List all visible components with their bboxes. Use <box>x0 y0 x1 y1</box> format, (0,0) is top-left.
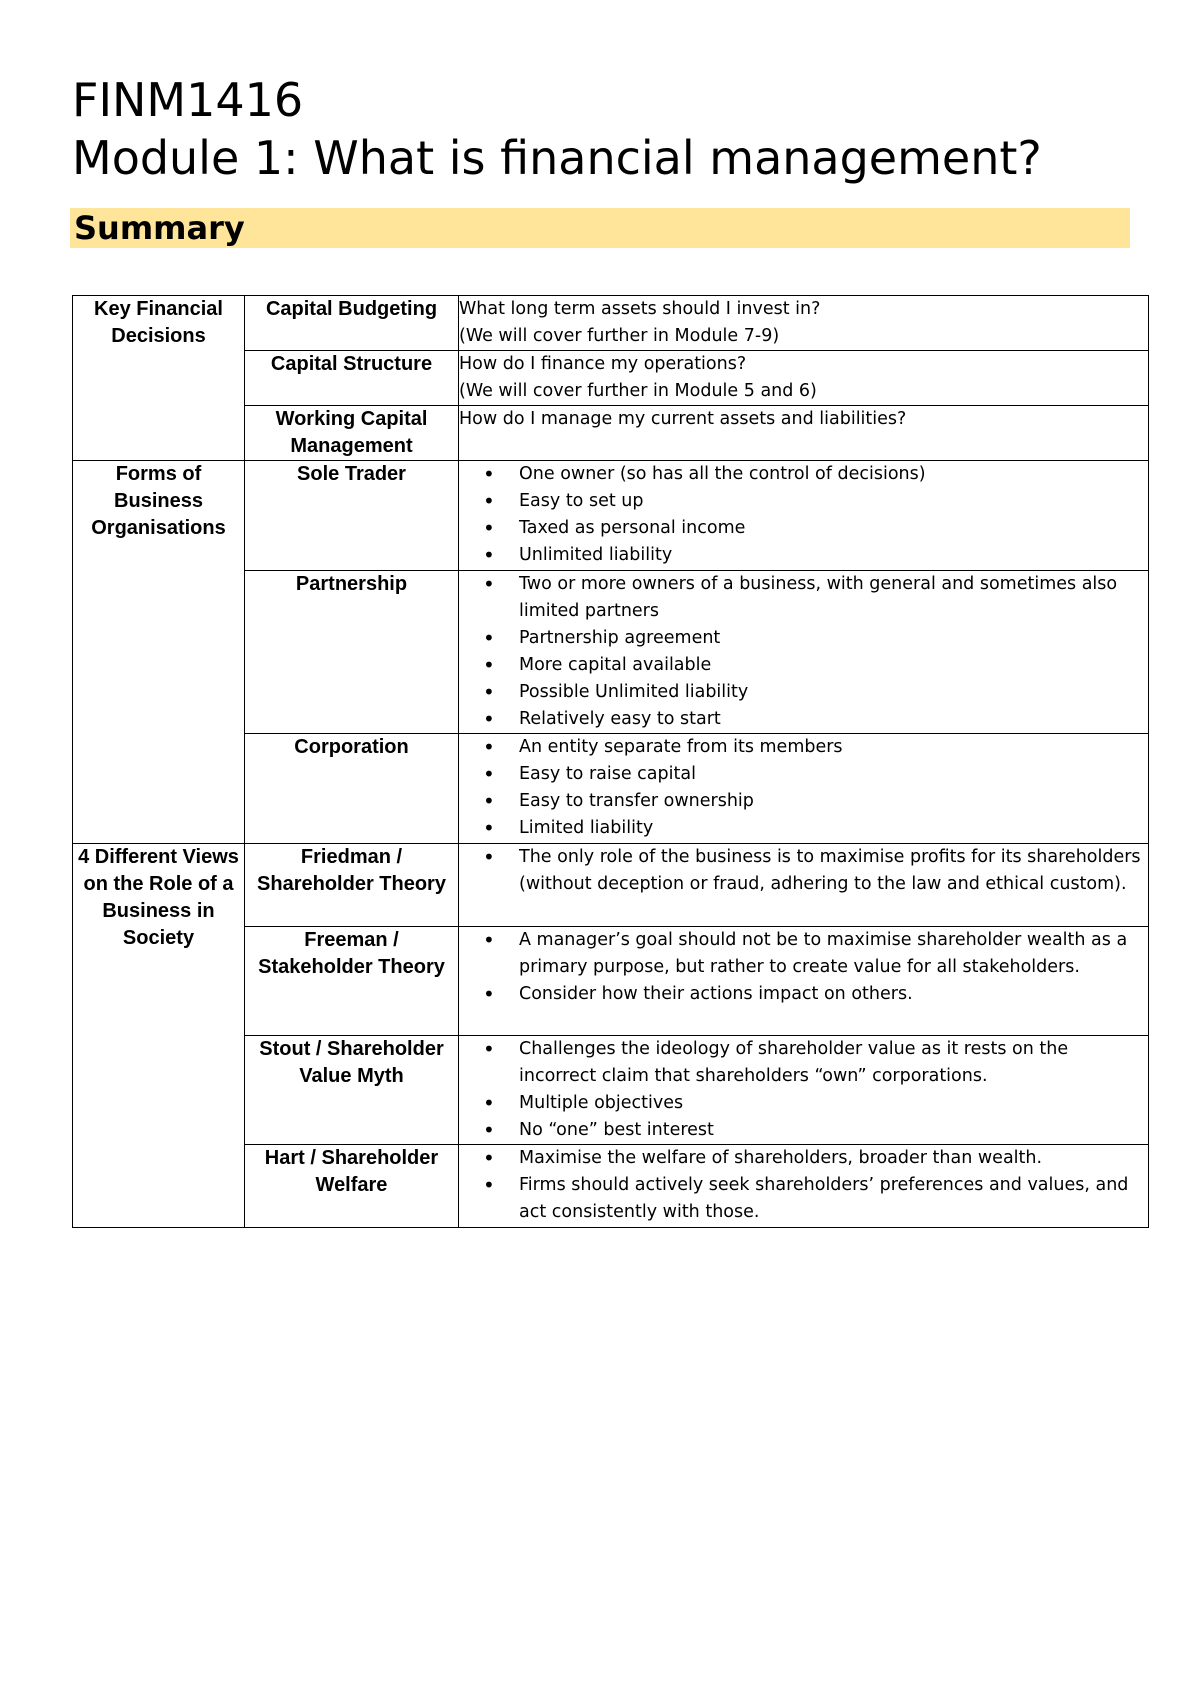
list-item: • Relatively easy to start <box>519 706 1148 733</box>
topic-stout: Stout / Shareholder Value Myth <box>245 1036 459 1145</box>
list-item: • An entity separate from its members <box>519 734 1148 761</box>
bullets-corporation <box>459 734 1149 844</box>
bullets-hart <box>459 1145 1149 1228</box>
list-item: • Firms should actively seek shareholders’ preferences and values, and act consistently with those. <box>519 1172 1148 1226</box>
desc-line: (We will cover further in Module 7-9) <box>459 326 780 346</box>
topic-freeman: Freeman / Stakeholder Theory <box>245 927 459 1036</box>
list-item: • More capital available <box>519 652 1148 679</box>
group-label-forms-of-business: Forms of Business Organisations <box>73 461 245 844</box>
bullets-freeman <box>459 927 1149 1036</box>
group-label-key-financial-decisions: Key Financial Decisions <box>73 296 245 461</box>
list-item: • Partnership agreement <box>519 625 1148 652</box>
list-item: • One owner (so has all the control of decisions) <box>519 461 1148 488</box>
module-title: Module 1: What is financial management? <box>72 131 1042 185</box>
list-item: • Easy to transfer ownership <box>519 788 1148 815</box>
topic-partnership: Partnership <box>245 571 459 734</box>
desc-capital-budgeting <box>459 296 1149 351</box>
group-label-four-views: 4 Different Views on the Role of a Business in Society <box>73 844 245 1228</box>
list-item: • The only role of the business is to maximise profits for its shareholders (without deception or fraud, adhering to the law and ethical custom). <box>519 844 1148 898</box>
bullets-friedman <box>459 844 1149 927</box>
desc-line: How do I finance my operations? <box>459 354 747 374</box>
topic-working-capital: Working Capital Management <box>245 406 459 461</box>
table-row <box>73 461 1149 571</box>
list-item: • Easy to set up <box>519 488 1148 515</box>
table-row <box>73 296 1149 351</box>
desc-line: How do I manage my current assets and liabilities? <box>459 409 907 429</box>
list-item: • Maximise the welfare of shareholders, broader than wealth. <box>519 1145 1148 1172</box>
list-item: • A manager’s goal should not be to maximise shareholder wealth as a primary purpose, but rather to create value for all stakeholders. <box>519 927 1148 981</box>
topic-sole-trader: Sole Trader <box>245 461 459 571</box>
list-item: • Easy to raise capital <box>519 761 1148 788</box>
list-item: • Two or more owners of a business, with general and sometimes also limited partners <box>519 571 1148 625</box>
bullets-stout <box>459 1036 1149 1145</box>
topic-hart: Hart / Shareholder Welfare <box>245 1145 459 1228</box>
list-item: • Taxed as personal income <box>519 515 1148 542</box>
bullets-partnership <box>459 571 1149 734</box>
list-item: • Challenges the ideology of shareholder value as it rests on the incorrect claim that shareholders “own” corporations. <box>519 1036 1148 1090</box>
bullets-sole-trader <box>459 461 1149 571</box>
list-item: • Multiple objectives <box>519 1090 1148 1117</box>
list-item: • Unlimited liability <box>519 542 1148 569</box>
list-item: • Possible Unlimited liability <box>519 679 1148 706</box>
summary-heading: Summary <box>74 209 245 247</box>
desc-line: What long term assets should I invest in? <box>459 299 821 319</box>
topic-capital-budgeting: Capital Budgeting <box>245 296 459 351</box>
summary-heading-bar <box>70 208 1130 248</box>
list-item: • Consider how their actions impact on others. <box>519 981 1148 1008</box>
course-code: FINM1416 <box>72 73 304 127</box>
table-row <box>73 844 1149 927</box>
desc-line: (We will cover further in Module 5 and 6) <box>459 381 817 401</box>
topic-capital-structure: Capital Structure <box>245 351 459 406</box>
desc-capital-structure <box>459 351 1149 406</box>
topic-friedman: Friedman / Shareholder Theory <box>245 844 459 927</box>
list-item: • No “one” best interest <box>519 1117 1148 1144</box>
summary-table <box>72 295 1149 1228</box>
topic-corporation: Corporation <box>245 734 459 844</box>
desc-working-capital <box>459 406 1149 461</box>
list-item: • Limited liability <box>519 815 1148 842</box>
